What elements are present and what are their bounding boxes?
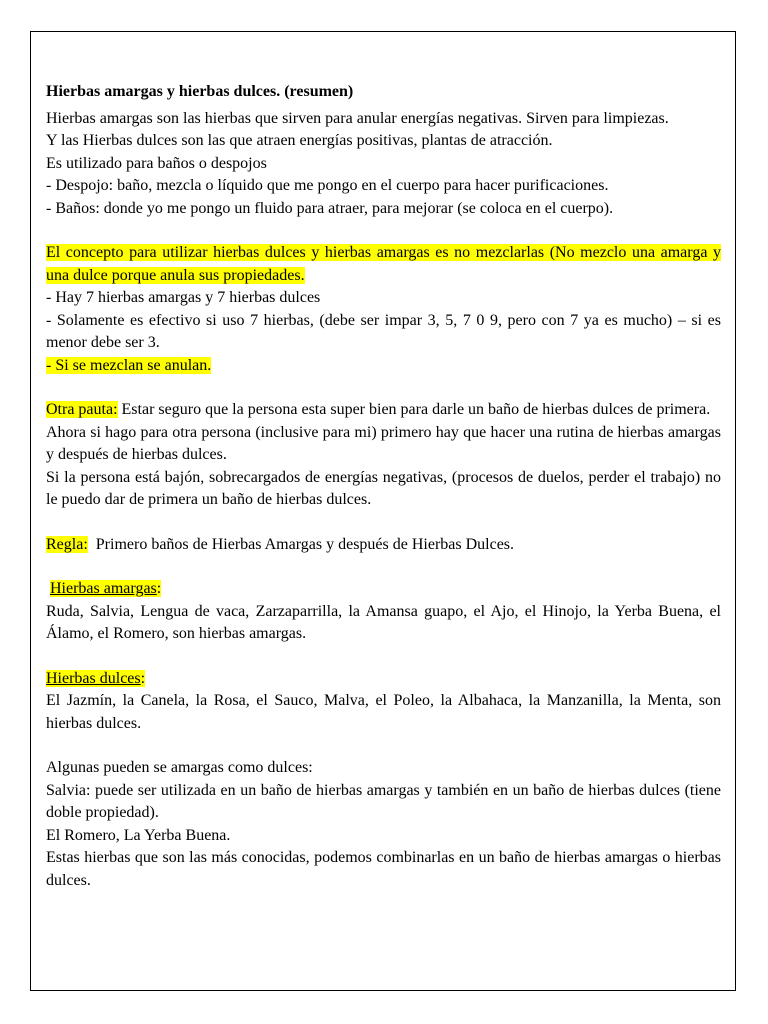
dulces-heading-colon: : xyxy=(140,669,146,687)
dulces-heading-text: Hierbas dulces xyxy=(46,669,141,687)
intro-bullet-banos: - Baños: donde yo me pongo un fluido para atraer, para mejorar (se coloca en el cuerpo). xyxy=(46,199,614,217)
intro-paragraph-3: Es utilizado para baños o despojos xyxy=(46,154,267,172)
algunas-paragraph-3: El Romero, La Yerba Buena. xyxy=(46,826,231,844)
spacer xyxy=(46,512,721,534)
regla-label: Regla: xyxy=(46,535,88,553)
pauta-label: Otra pauta: xyxy=(46,401,118,418)
intro-bullet-despojo: - Despojo: baño, mezcla o líquido que me pongo en el cuerpo para hacer purificaciones. xyxy=(46,177,609,194)
spacer xyxy=(46,646,721,668)
dulces-heading xyxy=(46,668,721,691)
concept-bullet-3-highlight: - Si se mezclan se anulan. xyxy=(46,356,212,374)
document-title: Hierbas amargas y hierbas dulces. (resumen) xyxy=(46,83,354,100)
pauta-paragraph xyxy=(46,399,721,422)
pauta-paragraph-2: Ahora si hago para otra persona (inclusive para mi) primero hay que hacer una rutina de hierbas amargas y después de hierbas dulces. xyxy=(46,423,721,463)
intro-paragraph-1: Hierbas amargas son las hierbas que sirven para anular energías negativas. Sirven para limpiezas. xyxy=(46,109,669,127)
algunas-paragraph-2: Salvia: puede ser utilizada en un baño de hierbas amargas y también en un baño de hierbas dulces (tiene doble propiedad). xyxy=(46,781,721,821)
concept-highlight: El concepto para utilizar hierbas dulces y hierbas amargas es no mezclarlas (No mezclo una amarga y una dulce porque anula sus propiedades. xyxy=(46,244,721,284)
amargas-heading-colon: : xyxy=(156,580,162,597)
amargas-list: Ruda, Salvia, Lengua de vaca, Zarzaparrilla, la Amansa guapo, el Ajo, el Hinojo, la Yerba Buena, el Álamo, el Romero, son hierbas amargas. xyxy=(46,602,721,642)
amargas-heading xyxy=(46,578,721,601)
concept-bullet-2: - Solamente es efectivo si uso 7 hierbas, (debe ser impar 3, 5, 7 0 9, pero con 7 ya es mucho) – si es menor debe ser 3. xyxy=(46,311,721,351)
amargas-heading-text: Hierbas amargas xyxy=(50,580,157,597)
document-page xyxy=(30,31,736,991)
pauta-text: Estar seguro que la persona esta super bien para darle un baño de hierbas dulces de primera. xyxy=(117,401,711,418)
regla-paragraph xyxy=(46,534,721,557)
dulces-list: El Jazmín, la Canela, la Rosa, el Sauco, Malva, el Poleo, la Albahaca, la Manzanilla, la Menta, son hierbas dulces. xyxy=(46,692,721,732)
spacer xyxy=(46,556,721,578)
algunas-paragraph-4: Estas hierbas que son las más conocidas, podemos combinarlas en un baño de hierbas amargas o hierbas dulces. xyxy=(46,849,721,889)
spacer xyxy=(46,377,721,399)
spacer xyxy=(46,735,721,757)
pauta-paragraph-3: Si la persona está bajón, sobrecargados de energías negativas, (procesos de duelos, perder el trabajo) no le puedo dar de primera un baño de hierbas dulces. xyxy=(46,468,721,508)
spacer xyxy=(46,220,721,242)
document-content xyxy=(46,81,721,892)
concept-paragraph xyxy=(46,242,721,287)
intro-paragraph-2: Y las Hierbas dulces son las que atraen energías positivas, plantas de atracción. xyxy=(46,132,553,149)
concept-bullet-3 xyxy=(46,355,721,378)
concept-bullet-1: - Hay 7 hierbas amargas y 7 hierbas dulces xyxy=(46,289,321,306)
algunas-paragraph-1: Algunas pueden se amargas como dulces: xyxy=(46,759,313,776)
regla-text: Primero baños de Hierbas Amargas y después de Hierbas Dulces. xyxy=(87,535,515,553)
